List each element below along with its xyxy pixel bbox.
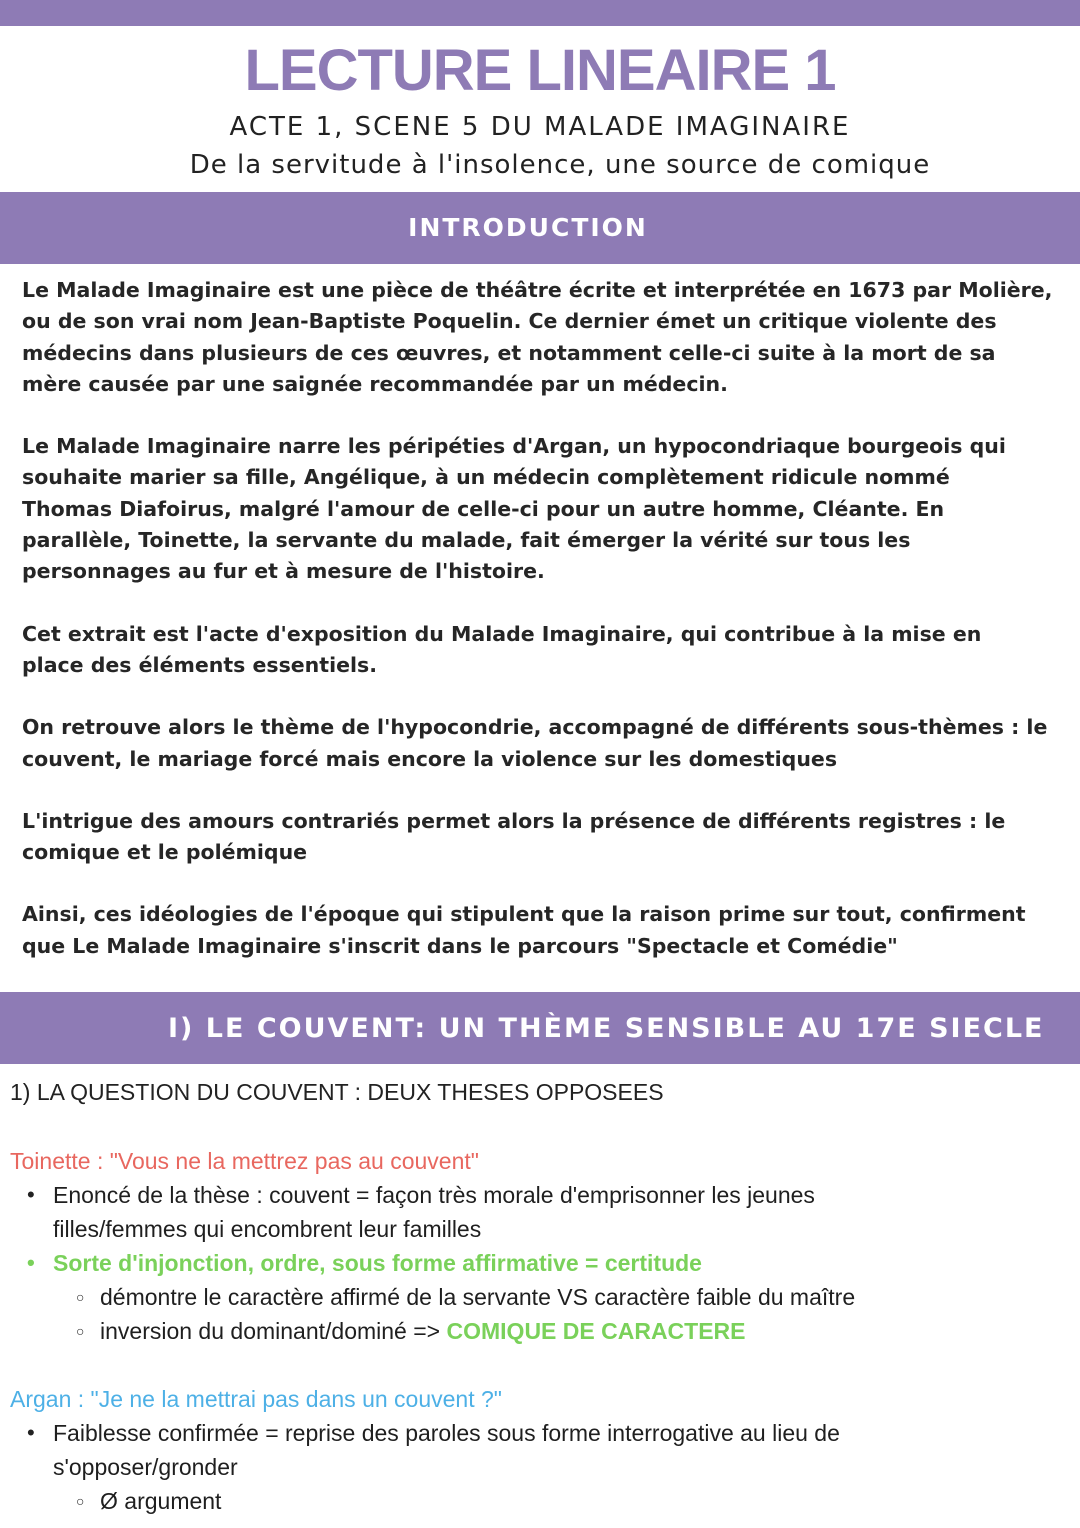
toinette-points: [10, 1178, 1070, 1348]
comique-highlight: COMIQUE DE CARACTERE: [446, 1318, 746, 1344]
intro-paragraph-1: Le Malade Imaginaire est une pièce de théâtre écrite et interprétée en 1673 par Molière, ou de son vrai nom Jean-Baptiste Poquelin. Ce dernier émet un critique violente des médecins dans plusieurs de ces œuvres, et notamment celle-ci suite à la mort de sa mère causée par une saignée recommandée par un médecin.: [22, 278, 1053, 396]
list-item-sub: ○ démontre le caractère affirmé de la servante VS caractère faible du maître: [10, 1280, 1070, 1314]
page-title: LECTURE LINEAIRE 1: [244, 38, 836, 103]
section1-body: [10, 1076, 1070, 1518]
section1-banner: [0, 992, 1080, 1064]
introduction-body: [22, 275, 1062, 993]
introduction-heading: INTRODUCTION: [408, 213, 648, 242]
argan-points: [10, 1416, 1070, 1518]
subtitle-theme: De la servitude à l'insolence, une source de comique: [189, 150, 931, 180]
intro-paragraph-2: Le Malade Imaginaire narre les péripéties d'Argan, un hypocondriaque bourgeois qui souhaite marier sa fille, Angélique, à un médecin complètement ridicule nommé Thomas Diafoirus, malgré l'amour de celle-ci pour un autre homme, Cléante. En parallèle, Toinette, la servante du malade, fait émerger la vérité sur tous les personnages au fur et à mesure de l'histoire.: [22, 434, 1006, 584]
section1-subheading: 1) LA QUESTION DU COUVENT : DEUX THESES OPPOSEES: [10, 1079, 664, 1105]
section1-heading: I) LE COUVENT: UN THÈME SENSIBLE AU 17E SIECLE: [168, 1013, 1045, 1044]
list-item-text: inversion du dominant/dominé =>: [100, 1318, 447, 1344]
intro-paragraph-6: Ainsi, ces idéologies de l'époque qui stipulent que la raison prime sur tout, confirment que Le Malade Imaginaire s'inscrit dans le parcours "Spectacle et Comédie": [22, 902, 1026, 958]
list-item: • Enoncé de la thèse : couvent = façon très morale d'emprisonner les jeunes filles/femmes qui encombrent leur familles: [10, 1178, 1070, 1246]
argan-quote: Argan : "Je ne la mettrai pas dans un couvent ?": [10, 1386, 502, 1412]
intro-paragraph-4: On retrouve alors le thème de l'hypocondrie, accompagné de différents sous-thèmes : le couvent, le mariage forcé mais encore la violence sur les domestiques: [22, 715, 1048, 771]
subtitle-scene: ACTE 1, SCENE 5 DU MALADE IMAGINAIRE: [229, 112, 851, 142]
list-item-sub: ○ Ø argument: [10, 1484, 1070, 1518]
top-bar: [0, 0, 1080, 26]
list-item-highlight: • Sorte d'injonction, ordre, sous forme affirmative = certitude: [10, 1246, 1070, 1280]
intro-paragraph-3: Cet extrait est l'acte d'exposition du Malade Imaginaire, qui contribue à la mise en place des éléments essentiels.: [22, 621, 982, 677]
list-item: • Faiblesse confirmée = reprise des paroles sous forme interrogative au lieu de s'opposer/gronder: [10, 1416, 1070, 1484]
intro-paragraph-5: L'intrigue des amours contrariés permet alors la présence de différents registres : le comique et le polémique: [22, 808, 1006, 865]
toinette-quote: Toinette : "Vous ne la mettrez pas au couvent": [10, 1148, 479, 1174]
list-item-sub: [10, 1314, 1070, 1348]
introduction-banner: [0, 192, 1080, 264]
